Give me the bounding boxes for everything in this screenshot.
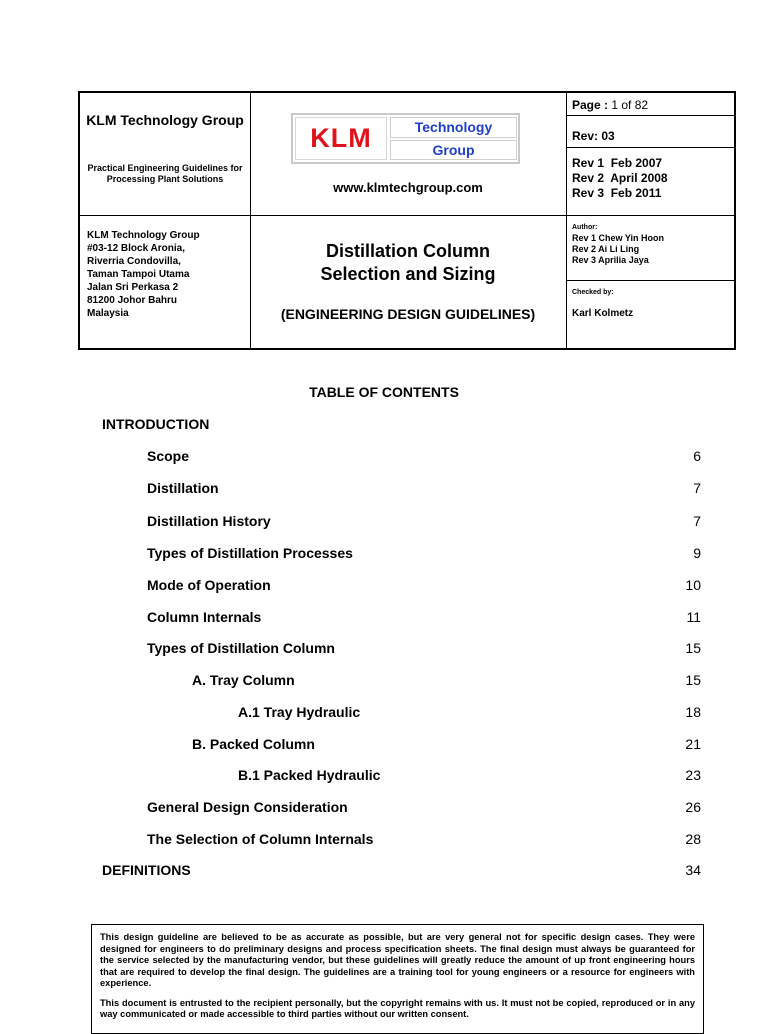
toc-page-number: 26: [685, 799, 701, 815]
toc-entry[interactable]: Distillation: [147, 480, 219, 496]
toc-page-number: 9: [693, 545, 701, 561]
toc-page-number: 18: [685, 704, 701, 720]
page-indicator: [572, 98, 648, 112]
address-line: Malaysia: [87, 308, 129, 319]
toc-entry[interactable]: The Selection of Column Internals: [147, 831, 374, 847]
author-label: Author:: [572, 224, 598, 231]
author-list: [572, 233, 664, 266]
address-line: 81200 Johor Bahru: [87, 295, 178, 306]
toc-section-heading[interactable]: DEFINITIONS: [102, 862, 191, 878]
document-header-table: [78, 91, 736, 350]
toc-entry[interactable]: Types of Distillation Column: [147, 640, 335, 656]
revision-history: [572, 156, 668, 201]
toc-page-number: 7: [693, 513, 701, 529]
toc-entry[interactable]: Types of Distillation Processes: [147, 545, 353, 561]
logo-klm-text: KLM: [295, 117, 387, 160]
toc-subsubentry[interactable]: A.1 Tray Hydraulic: [238, 704, 361, 720]
toc-subentry[interactable]: B. Packed Column: [192, 736, 315, 752]
document-subtitle: (ENGINEERING DESIGN GUIDELINES): [280, 306, 536, 322]
toc-page-number: 23: [685, 767, 701, 783]
address-line: Taman Tampoi Utama: [87, 269, 190, 280]
toc-entry[interactable]: Mode of Operation: [147, 577, 271, 593]
toc-section-heading[interactable]: INTRODUCTION: [102, 416, 210, 432]
toc-page-number: 21: [685, 736, 701, 752]
revision-entry: Rev 3 Feb 2011: [572, 186, 662, 200]
company-name: KLM Technology Group: [86, 112, 244, 128]
document-title: [250, 240, 566, 286]
toc-entry[interactable]: Column Internals: [147, 609, 262, 625]
author-entry: Rev 2 Ai Li Ling: [572, 244, 640, 254]
toc-entry[interactable]: Scope: [147, 448, 190, 464]
disclaimer-box: [91, 924, 704, 1034]
address-line: Riverria Condovilla,: [87, 256, 181, 267]
address-line: KLM Technology Group: [87, 230, 200, 241]
toc-page-number: 28: [685, 831, 701, 847]
toc-title: TABLE OF CONTENTS: [309, 384, 459, 400]
toc-entry[interactable]: Distillation History: [147, 513, 271, 529]
company-tagline: Practical Engineering Guidelines for Processing Plant Solutions: [87, 163, 243, 184]
address-line: Jalan Sri Perkasa 2: [87, 282, 179, 293]
address-line: #03-12 Block Aronia,: [87, 243, 186, 254]
revision-entry: Rev 1 Feb 2007: [572, 156, 663, 170]
logo-technology-text: Technology: [390, 117, 517, 138]
toc-page-number: 34: [685, 862, 701, 878]
revision-number: Rev: 03: [572, 129, 615, 143]
toc-page-number: 6: [693, 448, 701, 464]
title-line: Selection and Sizing: [320, 264, 496, 284]
checked-by-label: Checked by:: [572, 289, 614, 296]
disclaimer-paragraph: This design guideline are believed to be as accurate as possible, but are very general not for specific design cases. They were designed for engineers to do preliminary designs and process specification sheets. The final design must always be guaranteed for the service selected by the manufacturing vendor, but these guidelines will greatly reduce the amount of up front engineering hours that are required to develop the final design. The guidelines are a training tool for young engineers or a resource for engineers with experience.: [100, 932, 695, 988]
toc-page-number: 15: [685, 672, 701, 688]
klm-logo: [291, 113, 520, 164]
toc-page-number: 10: [685, 577, 701, 593]
author-entry: Rev 1 Chew Yin Hoon: [572, 233, 665, 243]
toc-subentry[interactable]: A. Tray Column: [192, 672, 295, 688]
toc-page-number: 15: [685, 640, 701, 656]
page-label: Page :: [572, 98, 609, 112]
title-line: Distillation Column: [326, 241, 490, 261]
page-value: 1 of 82: [611, 98, 649, 112]
toc-page-number: 11: [686, 609, 701, 625]
revision-entry: Rev 2 April 2008: [572, 171, 668, 185]
checker-name: Karl Kolmetz: [572, 308, 634, 319]
toc-subsubentry[interactable]: B.1 Packed Hydraulic: [238, 767, 381, 783]
disclaimer-paragraph: This document is entrusted to the recipient personally, but the copyright remains with us. It must not be copied, reproduced or in any way communicated or made accessible to third parties without our written consent.: [100, 997, 695, 1019]
website-link[interactable]: www.klmtechgroup.com: [333, 180, 483, 195]
author-entry: Rev 3 Aprilia Jaya: [572, 255, 649, 265]
company-address: [87, 229, 200, 320]
toc-entry[interactable]: General Design Consideration: [147, 799, 348, 815]
toc-page-number: 7: [693, 480, 701, 496]
logo-group-text: Group: [390, 140, 517, 160]
